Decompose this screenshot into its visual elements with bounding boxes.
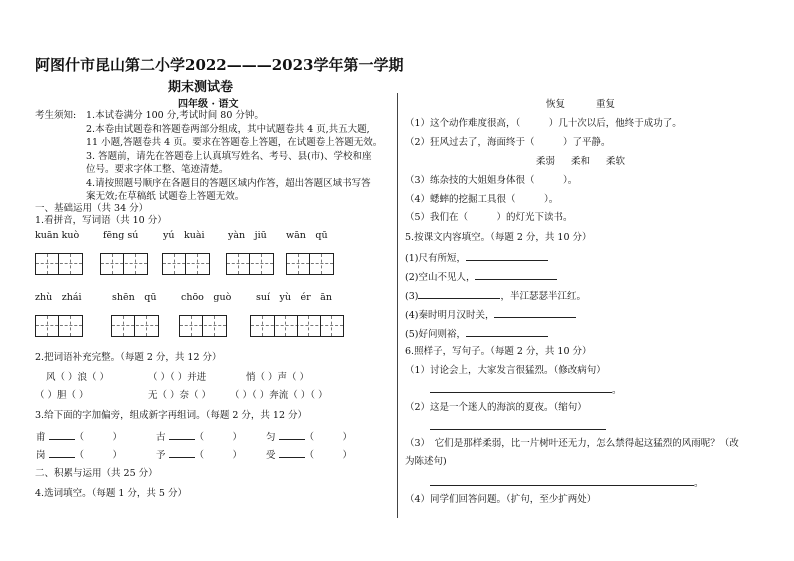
pinyin: shēn qū xyxy=(112,292,157,303)
idiom-blank[interactable]: 无（ ）奈（ ） xyxy=(148,390,212,401)
answer-line[interactable] xyxy=(279,430,305,440)
poem-item xyxy=(405,270,557,284)
answer-line[interactable] xyxy=(430,420,606,430)
pinyin: kuān kuò xyxy=(35,230,80,241)
writing-box[interactable] xyxy=(162,253,210,275)
sentence-task: （4）同学们回答问题。（扩句，至少扩两处） xyxy=(405,494,597,505)
radical-char: 匀 xyxy=(266,432,276,443)
pinyin: suí yù ér ān xyxy=(256,292,332,303)
answer-line[interactable] xyxy=(466,327,548,337)
answer-line[interactable] xyxy=(169,448,195,458)
pinyin: chōo guò xyxy=(181,292,232,303)
answer-line[interactable] xyxy=(494,308,576,318)
fill-sentence[interactable]: （2）狂风过去了，海面终于（ ）了平静。 xyxy=(405,137,611,148)
sentence-task: （1）讨论会上，大家发言很猛烈。（修改病句） xyxy=(405,365,606,376)
writing-box[interactable] xyxy=(286,253,334,275)
word-choice: 柔软 xyxy=(606,156,626,167)
sentence-task: （2）这是一个迷人的海滨的夏夜。（缩句） xyxy=(405,402,587,413)
idiom-blank[interactable]: 悄（ ）声（ ） xyxy=(246,372,310,383)
poem-suffix: ，半江瑟瑟半江红。 xyxy=(500,291,586,302)
sentence-task: （3） 它们是那样柔弱，比一片树叶还无力，怎么禁得起这猛烈的风雨呢？（改 xyxy=(405,438,739,449)
pinyin: wān qū xyxy=(286,230,328,241)
radical-item: 受 （ ） xyxy=(266,450,353,461)
radical-char: 甫 xyxy=(36,432,46,443)
notice-line: 案无效;在草稿纸 试题卷上答题无效。 xyxy=(86,191,245,202)
poem-item xyxy=(405,327,548,341)
notice-line: 1.本试卷满分 100 分,考试时间 80 分钟。 xyxy=(86,110,264,121)
grade-subject: 四年级 · 语文 xyxy=(178,99,239,110)
radical-char: 古 xyxy=(156,432,166,443)
radical-item: 岗 （ ） xyxy=(36,450,123,461)
idiom-blank[interactable]: 风（ ）浪（ ） xyxy=(46,372,110,383)
writing-box[interactable] xyxy=(35,253,83,275)
radical-char: 岗 xyxy=(36,450,46,461)
notice-line: 4.请按照题号顺序在各题目的答题区域内作答，超出答题区域书写答 xyxy=(86,178,371,189)
poem-item xyxy=(405,289,586,303)
poem-item xyxy=(405,251,548,265)
question-1: 1.看拼音，写词语（共 10 分） xyxy=(35,215,167,226)
poem-prefix: (4)秦时明月汉时关， xyxy=(405,310,495,321)
radical-char: 受 xyxy=(266,450,276,461)
pinyin: yàn jiū xyxy=(228,230,267,241)
word-choice: 柔和 xyxy=(571,156,591,167)
period: 。 xyxy=(694,478,704,489)
radical-char: 予 xyxy=(156,450,166,461)
fill-sentence[interactable]: （5）我们在（ ）的灯光下读书。 xyxy=(405,212,573,223)
answer-row xyxy=(430,476,704,490)
notice-line: 2.本卷由试题卷和答题卷两部分组成，其中试题卷共 4 页,共五大题, xyxy=(86,124,370,135)
radical-item: 甫 （ ） xyxy=(36,432,123,443)
pinyin: zhù zhái xyxy=(35,292,82,303)
column-divider xyxy=(397,93,398,518)
question-2: 2.把词语补充完整。（每题 2 分，共 12 分） xyxy=(35,352,222,363)
radical-item: 古 （ ） xyxy=(156,432,243,443)
pinyin: fēng sú xyxy=(103,230,139,241)
answer-line[interactable] xyxy=(418,289,500,299)
word-choice: 柔弱 xyxy=(536,156,556,167)
notice-line: 3. 答题前，请先在答题卷上认真填写姓名、考号、县(市)、学校和座 xyxy=(86,151,372,162)
section-heading: 一、基础运用（共 34 分） xyxy=(35,203,149,214)
answer-line[interactable] xyxy=(430,476,694,486)
answer-line[interactable] xyxy=(49,448,75,458)
writing-box[interactable] xyxy=(100,253,148,275)
question-3: 3.给下面的字加偏旁，组成新字再组词。（每题 2 分，共 12 分） xyxy=(35,410,308,421)
fill-sentence[interactable]: （4）蟋蟀的挖掘工具很（ ）。 xyxy=(405,194,559,205)
exam-title: 阿图什市昆山第二小学2022———2023学年第一学期 xyxy=(35,56,404,74)
poem-prefix: (1)尺有所短， xyxy=(405,253,466,264)
fill-sentence[interactable]: （3）练杂技的大姐姐身体很（ ）。 xyxy=(405,175,578,186)
pinyin: yú kuài xyxy=(163,230,205,241)
word-choice: 恢复 xyxy=(546,99,566,110)
notice-line: 11 小题,答题卷共 4 页。要求在答题卷上答题，在试题卷上答题无效。 xyxy=(86,137,383,148)
poem-prefix: (2)空山不见人， xyxy=(405,272,476,283)
poem-item xyxy=(405,308,576,322)
exam-subtitle: 期末测试卷 xyxy=(168,80,234,95)
writing-box[interactable] xyxy=(111,315,159,337)
radical-item: 予 （ ） xyxy=(156,450,243,461)
word-choice: 重复 xyxy=(596,99,616,110)
writing-box[interactable] xyxy=(35,315,83,337)
answer-row xyxy=(430,383,622,397)
poem-prefix: (5)好问则裕， xyxy=(405,329,466,340)
idiom-blank[interactable]: （ ）（ ）奔流（ ）（ ） xyxy=(230,390,328,401)
period: 。 xyxy=(612,385,622,396)
answer-row xyxy=(430,420,606,434)
poem-prefix: (3) xyxy=(405,291,419,302)
question-6: 6.照样子，写句子。（每题 2 分，共 10 分） xyxy=(405,346,592,357)
radical-item: 匀 （ ） xyxy=(266,432,353,443)
answer-line[interactable] xyxy=(49,430,75,440)
notice-line: 位号。要求字体工整、笔迹清楚。 xyxy=(86,164,229,175)
answer-line[interactable] xyxy=(279,448,305,458)
answer-line[interactable] xyxy=(466,251,548,261)
notice-label: 考生须知: xyxy=(35,110,77,121)
sentence-task: 为陈述句) xyxy=(405,456,447,467)
question-5: 5.按课文内容填空。（每题 2 分，共 10 分） xyxy=(405,232,592,243)
fill-sentence[interactable]: （1）这个动作难度很高，（ ）几十次以后，他终于成功了。 xyxy=(405,118,682,129)
writing-box[interactable] xyxy=(226,253,274,275)
writing-box[interactable] xyxy=(179,315,227,337)
idiom-blank[interactable]: （ ）胆（ ） xyxy=(35,390,89,401)
answer-line[interactable] xyxy=(430,383,612,393)
writing-box[interactable] xyxy=(250,315,344,337)
idiom-blank[interactable]: （ ）（ ）并进 xyxy=(148,372,207,383)
answer-line[interactable] xyxy=(169,430,195,440)
section-heading: 二、积累与运用（共 25 分） xyxy=(35,468,158,479)
answer-line[interactable] xyxy=(475,270,557,280)
question-4: 4.选词填空。（每题 1 分，共 5 分） xyxy=(35,488,187,499)
